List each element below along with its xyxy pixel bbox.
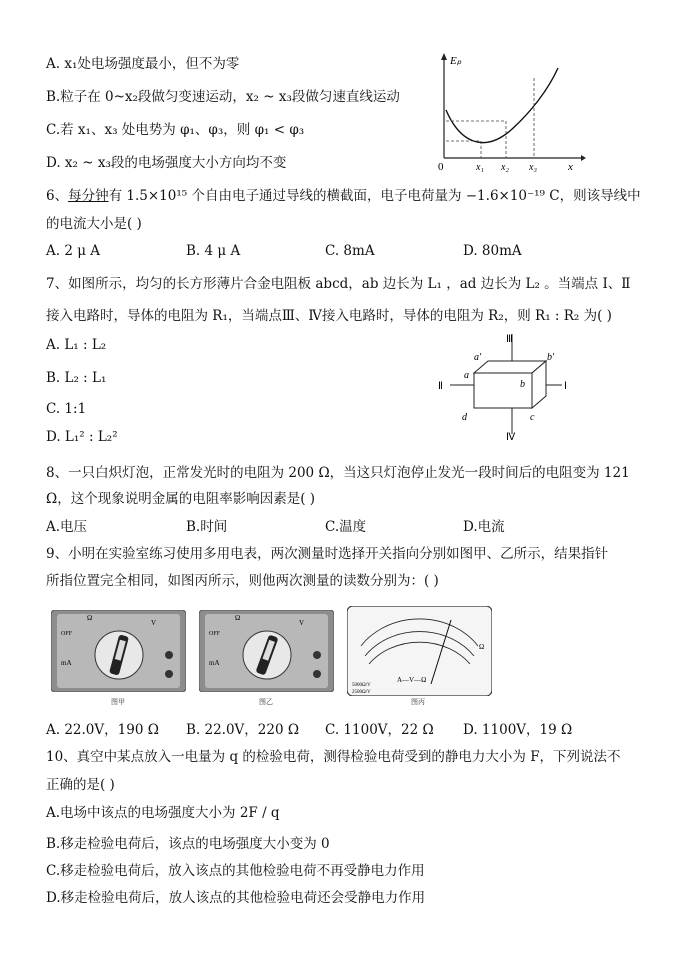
q10-option-c: C.移走检验电荷后，放入该点的其他检验电荷不再受静电力作用 — [46, 863, 425, 879]
q5-option-a: A. x₁处电场强度最小，但不为零 — [46, 56, 240, 72]
q6-option-d: D. 80mA — [463, 243, 522, 259]
q5-option-b: B.粒子在 0~x₂段做匀变速运动，x₂ ~ x₃段做匀速直线运动 — [46, 89, 400, 105]
q8-option-a: A.电压 — [46, 519, 88, 535]
q9-option-d: D. 1100V，19 Ω — [463, 722, 573, 738]
q7-option-c: C. 1:1 — [46, 401, 87, 417]
meter-yi-ohm-label: Ω — [235, 614, 241, 622]
q9-option-b: B. 22.0V，220 Ω — [186, 722, 300, 738]
q7-option-d: D. L₁² : L₂² — [46, 429, 118, 445]
graph-x1: x₁ — [476, 162, 484, 173]
caption-yi: 图乙 — [259, 698, 273, 706]
q7-label-b-prime: b' — [547, 352, 555, 363]
multimeter-dial-bing — [347, 606, 492, 696]
q9-stem-line2: 所指位置完全相同，如图丙所示，则他两次测量的读数分别为：( ) — [46, 573, 439, 589]
graph-origin: 0 — [438, 161, 444, 173]
q7-stem-line2: 接入电路时，导体的电阻为 R₁，当端点Ⅲ、Ⅳ接入电路时，导体的电阻为 R₂，则 R₁ : R₂ 为( ) — [46, 308, 612, 324]
q6-underlined-text: 每分钟 — [68, 188, 109, 204]
q5-ep-graph — [426, 50, 586, 175]
graph-x3: x₃ — [529, 162, 537, 173]
q9-option-a: A. 22.0V，190 Ω — [46, 722, 159, 738]
meter-jia-v-label: V — [151, 619, 157, 627]
meter-yi-ma-label: mA — [209, 659, 220, 667]
q8-stem-line2: Ω，这个现象说明金属的电阻率影响因素是( ) — [46, 491, 316, 507]
q7-terminal-iii: Ⅲ — [506, 334, 513, 345]
q6-stem-text: 有 1.5×10¹⁵ 个自由电子通过导线的横截面，电子电荷量为 −1.6×10⁻¹⁹ C，则该导线中 — [108, 188, 641, 204]
multimeter-switch-yi — [199, 610, 334, 692]
meter-bing-dial-label: A—V—Ω — [397, 676, 427, 684]
meter-yi-off-label: OFF — [209, 631, 221, 637]
q6-stem-line1 — [46, 184, 641, 204]
q8-option-c: C.温度 — [325, 519, 367, 535]
q8-option-d: D.电流 — [463, 519, 505, 535]
q10-option-d: D.移走检验电荷后，放人该点的其他检验电荷还会受静电力作用 — [46, 890, 426, 906]
q5-option-c: C.若 x₁、x₃ 处电势为 φ₁、φ₃，则 φ₁ < φ₃ — [46, 122, 305, 138]
q6-number: 6、 — [46, 188, 69, 204]
q7-label-a: a — [464, 370, 469, 381]
multimeter-switch-jia — [51, 610, 186, 692]
meter-yi-v-label: V — [299, 619, 305, 627]
q6-stem-line2: 的电流大小是( ) — [46, 216, 142, 232]
caption-bing: 图丙 — [411, 698, 425, 706]
meter-bing-ohm-label: Ω — [479, 643, 485, 651]
q9-option-c: C. 1100V，22 Ω — [325, 722, 434, 738]
graph-ylabel: Eₚ — [450, 55, 462, 67]
q7-terminal-ii: Ⅱ — [438, 381, 443, 392]
q7-stem-line1: 7、如图所示，均匀的长方形薄片合金电阻板 abcd，ab 边长为 L₁ ，ad 边长为 L₂ 。当端点 Ⅰ、Ⅱ — [46, 276, 631, 292]
q7-option-a: A. L₁ : L₂ — [46, 337, 107, 353]
q6-option-b: B. 4 μ A — [186, 243, 241, 259]
meter-bing-spec1: 5000Ω/V — [352, 683, 371, 688]
q7-label-c: c — [530, 412, 535, 423]
q7-label-d: d — [462, 412, 467, 423]
q7-label-b: b — [520, 379, 525, 390]
meter-jia-off-label: OFF — [61, 631, 73, 637]
q6-option-a: A. 2 μ A — [46, 243, 101, 259]
q7-label-a-prime: a' — [474, 352, 482, 363]
q7-terminal-i: Ⅰ — [564, 381, 567, 392]
graph-x2: x₂ — [501, 162, 509, 173]
q7-option-b: B. L₂ : L₁ — [46, 370, 107, 386]
q8-option-b: B.时间 — [186, 519, 228, 535]
caption-jia: 图甲 — [111, 698, 125, 706]
q10-stem-line1: 10、真空中某点放入一电量为 q 的检验电荷，测得检验电荷受到的静电力大小为 F，下列说法不 — [46, 749, 621, 765]
meter-jia-ohm-label: Ω — [87, 614, 93, 622]
q10-option-b: B.移走检验电荷后，该点的电场强度大小变为 0 — [46, 836, 330, 852]
q6-option-c: C. 8mA — [325, 243, 375, 259]
q8-stem-line1: 8、一只白炽灯泡，正常发光时的电阻为 200 Ω，当这只灯泡停止发光一段时间后的电阻变为 121 — [46, 465, 630, 481]
q10-stem-line2: 正确的是( ) — [46, 777, 115, 793]
graph-xaxis: x — [568, 161, 573, 173]
q7-resistor-plate-figure — [432, 328, 582, 446]
q9-stem-line1: 9、小明在实验室练习使用多用电表，两次测量时选择开关指向分别如图甲、乙所示，结果指针 — [46, 546, 609, 562]
meter-bing-spec2: 2500Ω/V — [352, 690, 371, 695]
q5-option-d: D. x₂ ~ x₃段的电场强度大小方向均不变 — [46, 155, 287, 171]
q10-option-a: A.电场中该点的电场强度大小为 2F / q — [46, 805, 280, 821]
q7-terminal-iv: Ⅳ — [506, 432, 516, 443]
meter-jia-ma-label: mA — [61, 659, 72, 667]
